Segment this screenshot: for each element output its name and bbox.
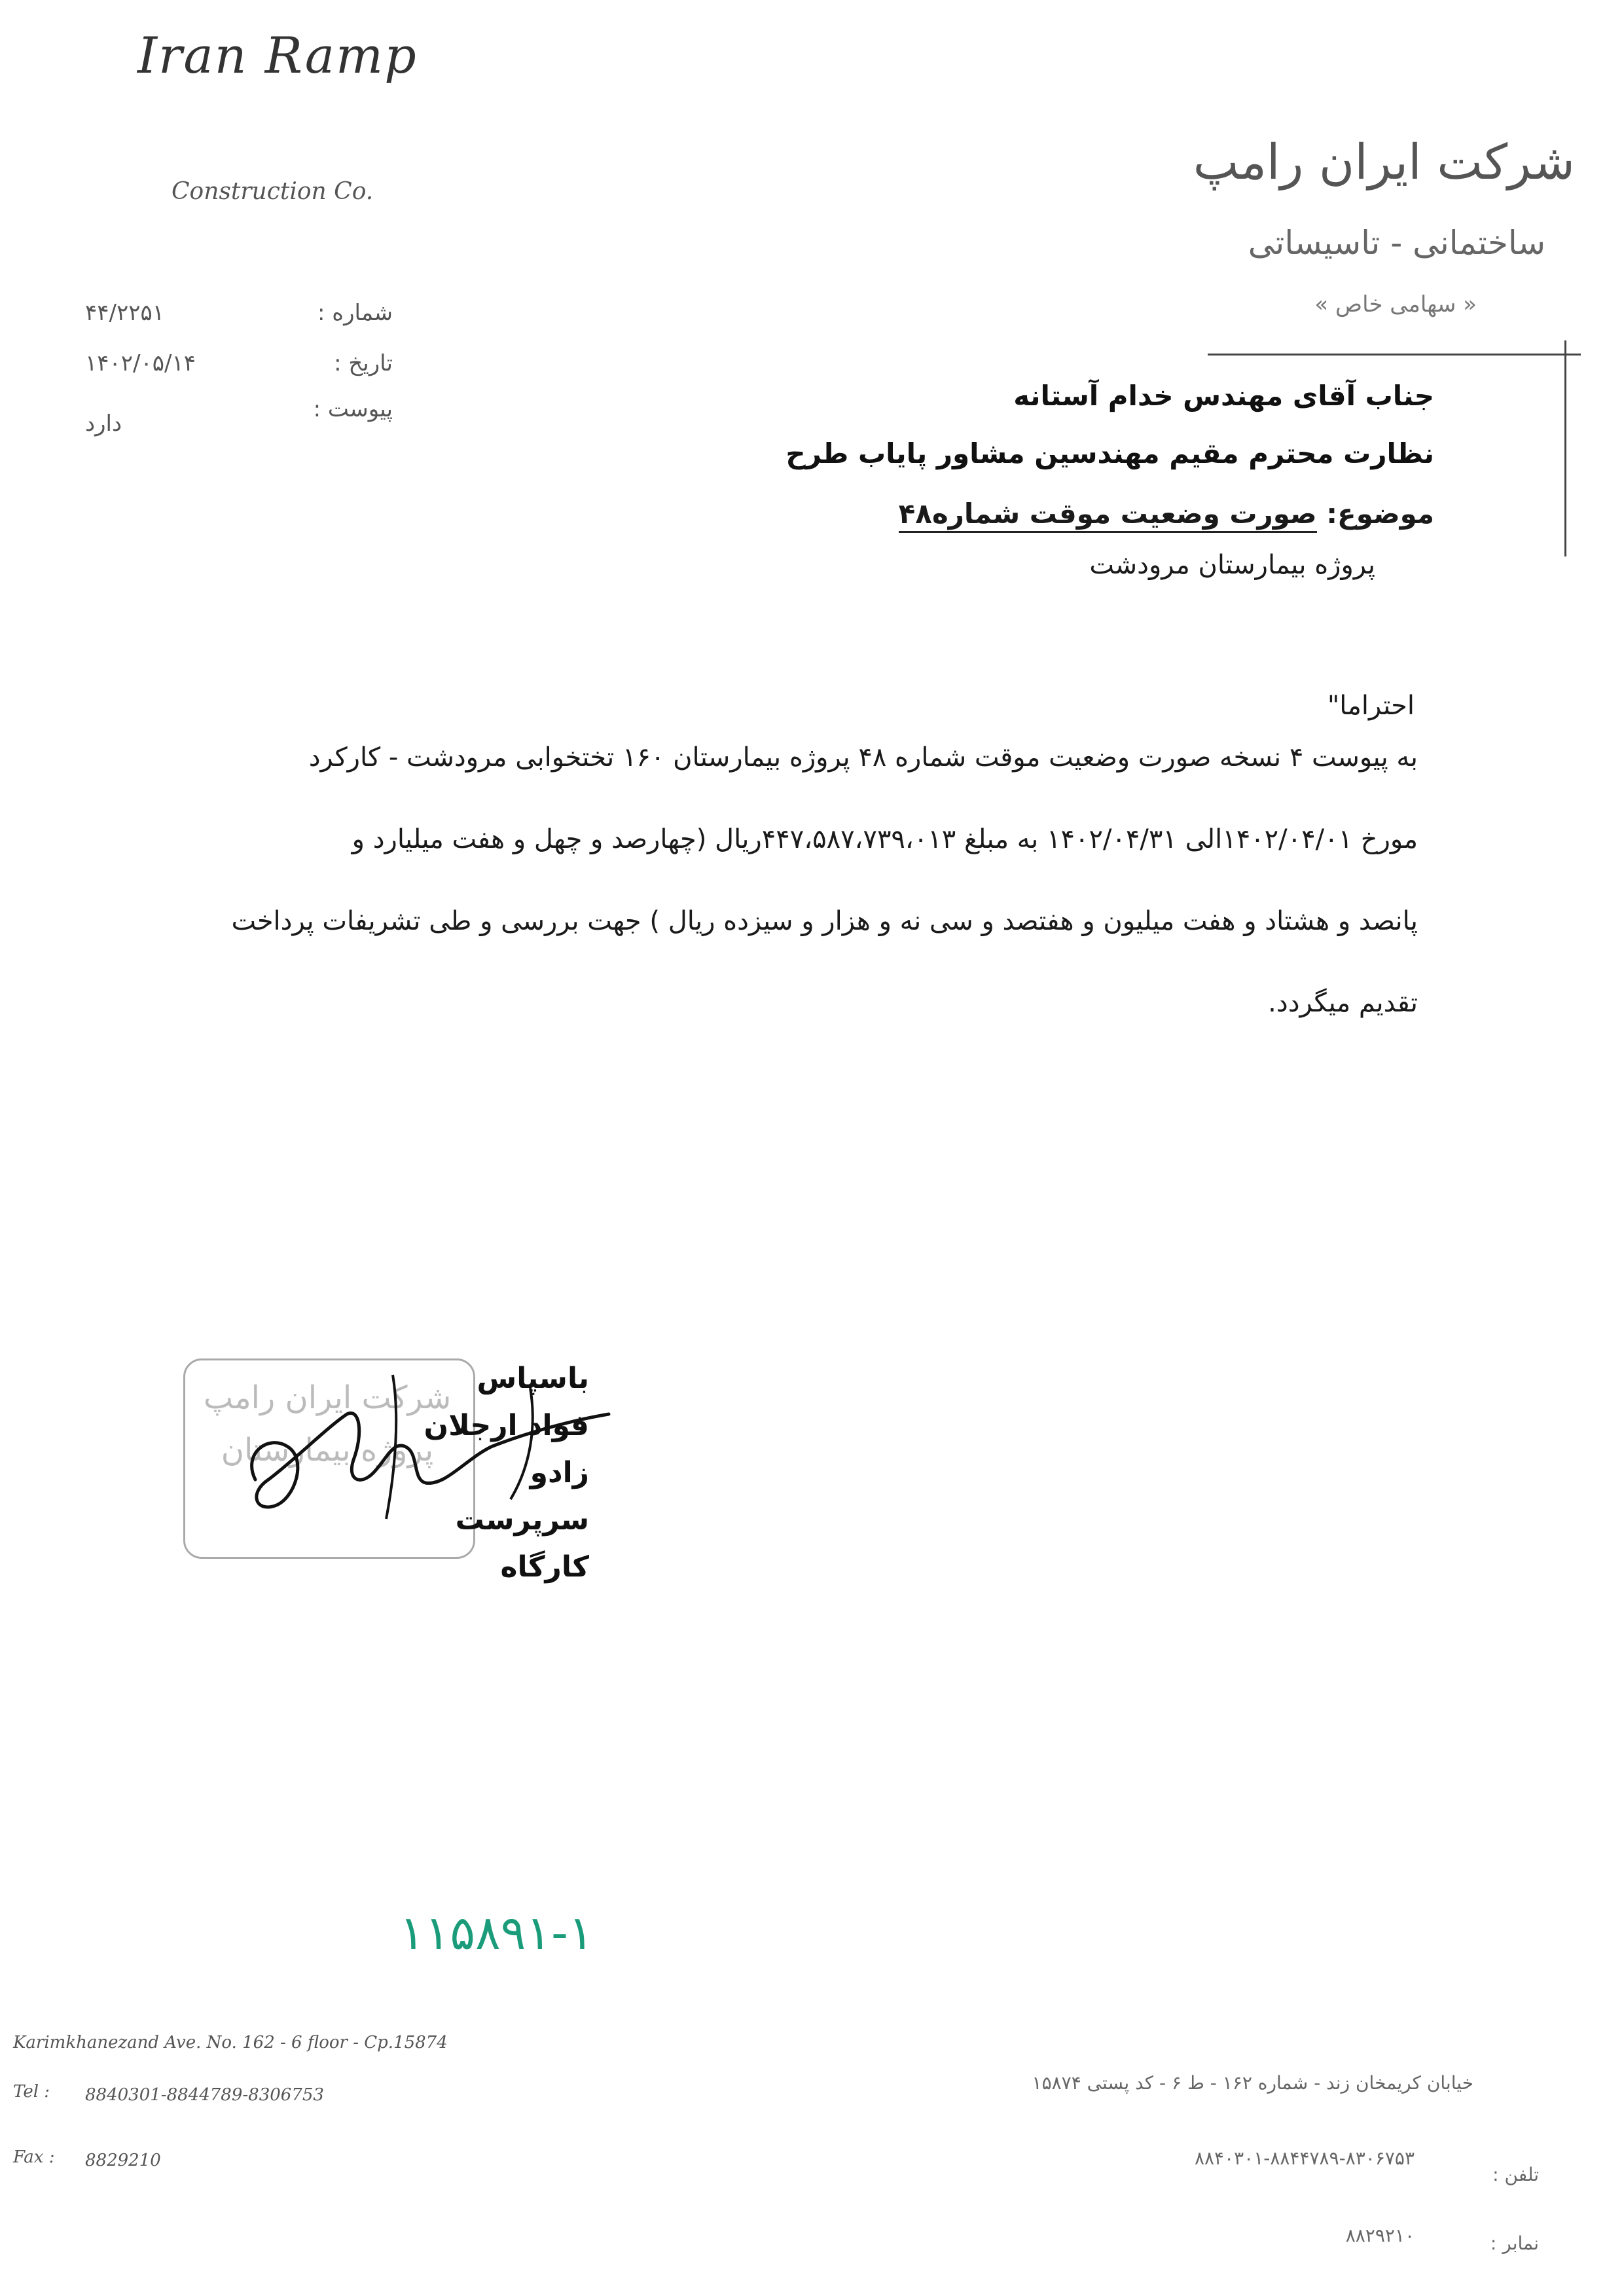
reference-number-value: ۴۴/۲۲۵۱ <box>85 300 165 326</box>
reference-date <box>85 350 393 390</box>
company-subtitle-fa: ساختمانی - تاسیساتی <box>1248 224 1545 262</box>
subject-label: موضوع: <box>1326 498 1434 530</box>
company-logo-fa: شرکت ایران رامپ <box>1193 134 1575 191</box>
subject-value: صورت وضعیت موقت شماره۴۸ <box>899 498 1317 533</box>
footer-fax-fa: ۸۸۲۹۲۱۰ <box>1345 2225 1415 2246</box>
company-type-fa: « سهامی خاص » <box>1314 291 1477 318</box>
body-line: به پیوست ۴ نسخه صورت وضعیت موقت شماره ۴۸ پروژه بیمارستان ۱۶۰ تختخوابی مرودشت - کارکرد <box>308 742 1418 773</box>
company-logo-en: Iran Ramp <box>137 26 418 84</box>
reference-number-label: شماره : <box>317 300 393 326</box>
footer-address-en: Karimkhanezand Ave. No. 162 - 6 floor - Cp.15874 <box>13 2033 448 2052</box>
greeting: احتراما" <box>1327 691 1415 721</box>
signature-title: سرپرست کارگاه <box>455 1503 589 1584</box>
body-line: تقدیم میگردد. <box>1268 988 1418 1018</box>
reference-attachment-label: پیوست : <box>313 396 393 422</box>
reference-date-label: تاریخ : <box>334 350 393 376</box>
letter-body <box>122 717 1418 1044</box>
stamp-text: شرکت ایران رامپ پروژه بیمارستان <box>203 1379 452 1468</box>
reference-date-value: ۱۴۰۲/۰۵/۱۴ <box>85 350 196 376</box>
signature-name: فواد ارجلان زادو <box>424 1409 589 1489</box>
signature-closing: باسپاس <box>477 1362 589 1395</box>
footer-fax-label-en: Fax : <box>13 2147 55 2167</box>
footer-tel-label-fa: تلفن : <box>1492 2164 1539 2185</box>
body-line: پانصد و هشتاد و هفت میلیون و هفتصد و سی نه و هزار و سیزده ریال ) جهت بررسی و طی تشریفات پرداخت <box>231 906 1418 936</box>
project-line: پروژه بیمارستان مرودشت <box>1089 550 1375 580</box>
footer-tel-label-en: Tel : <box>13 2082 50 2102</box>
handwritten-reference-number: ۱۱۵۸۹۱-۱ <box>399 1905 594 1960</box>
signature-block <box>380 1355 589 1591</box>
reference-attachment <box>85 396 393 435</box>
footer-tel-fa: ۸۸۴۰۳۰۱-۸۸۴۴۷۸۹-۸۳۰۶۷۵۳ <box>1194 2147 1415 2169</box>
company-subtitle-en: Construction Co. <box>171 178 374 205</box>
header-rule-vertical <box>1564 340 1566 556</box>
reference-attachment-value: دارد <box>85 410 122 437</box>
reference-number <box>85 300 393 339</box>
footer-address-fa: خیابان کریمخان زند - شماره ۱۶۲ - ط ۶ - کد پستی ۱۵۸۷۴ <box>1032 2072 1473 2094</box>
subject-line <box>899 498 1434 530</box>
footer-tel-en: 8840301-8844789-8306753 <box>85 2085 324 2105</box>
recipient-line: جناب آقای مهندس خدام آستانه <box>1013 380 1434 412</box>
office-line: نظارت محترم مقیم مهندسین مشاور پایاب طرح <box>785 437 1434 469</box>
footer-fax-en: 8829210 <box>85 2151 161 2170</box>
body-line: مورخ ۱۴۰۲/۰۴/۰۱الی ۱۴۰۲/۰۴/۳۱ به مبلغ ۴۴۷،۵۸۷،۷۳۹،۰۱۳ریال (چهارصد و چهل و هفت میلیارد و <box>352 824 1418 854</box>
footer-fax-label-fa: نمابر : <box>1490 2232 1539 2254</box>
header-rule-horizontal <box>1208 354 1581 355</box>
